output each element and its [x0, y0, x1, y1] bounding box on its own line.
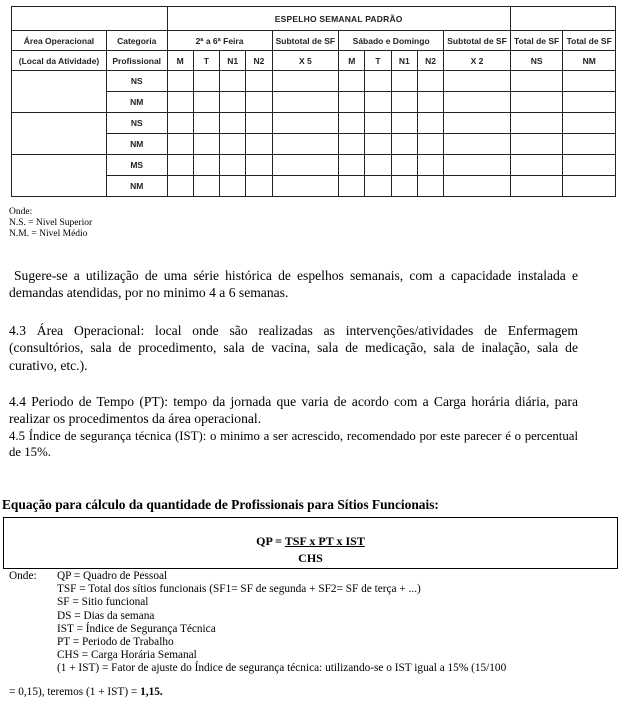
- col-category-subheader: Profissional: [106, 51, 167, 71]
- definition-item: PT = Periodo de Trabalho: [57, 636, 174, 649]
- area-cell: [12, 71, 107, 113]
- equation-box: [3, 517, 618, 569]
- definition-item: SF = Sitio funcional: [57, 596, 149, 609]
- definition-item: QP = Quadro de Pessoal: [57, 570, 168, 582]
- definition-continuation: = 0,15), teremos (1 + IST) =: [9, 686, 141, 698]
- col-total-ns: Total de SF: [510, 31, 563, 51]
- shift-n1: N1: [391, 51, 417, 71]
- paragraph-operational-area: 4.3 Área Operacional: local onde são realizadas as intervenções/atividades de Enfermagem (consultórios, sala de procedimento, sala de vacina, sala de medicação, sala de inalação, sala de curativo, etc.).: [9, 323, 578, 373]
- category-cell: NS: [106, 113, 167, 134]
- col-subtotal-weekend: Subtotal de SF: [444, 31, 511, 51]
- table-legend: [9, 207, 92, 241]
- paragraph-historical-series: Sugere-se a utilização de uma série histórica de espelhos semanais, com a capacidade instalada e demandas atendidas, por no minimo 4 a 6 semanas.: [9, 268, 578, 301]
- shift-m: M: [339, 51, 365, 71]
- paragraph-safety-index: 4.5 Índice de segurança técnica (IST): o minimo a ser acrescido, recomendado por este parecer é o percentual de 15%.: [9, 429, 578, 460]
- definition-item: (1 + IST) = Fator de ajuste do Índice de segurança técnica: utilizando-se o IST igual a 15% (15/100: [57, 662, 507, 675]
- table-title: ESPELHO SEMANAL PADRÃO: [167, 7, 510, 31]
- paragraph-time-period: 4.4 Periodo de Tempo (PT): tempo da jornada que varia de acordo com a Carga horária diária, para realizar os procedimentos da área operacional.: [9, 394, 578, 427]
- area-cell: [12, 155, 107, 197]
- shift-n1: N1: [220, 51, 246, 71]
- definitions-last-line: [9, 686, 163, 698]
- total-ns-sub: NS: [510, 51, 563, 71]
- col-area-header: Área Operacional: [12, 31, 107, 51]
- col-area-subheader: (Local da Atividade): [12, 51, 107, 71]
- shift-t: T: [365, 51, 391, 71]
- area-cell: [12, 113, 107, 155]
- shift-t: T: [193, 51, 219, 71]
- equation-numerator: TSF x PT x IST: [284, 534, 365, 548]
- legend-onde: Onde:: [9, 207, 33, 217]
- total-nm-sub: NM: [563, 51, 616, 71]
- definitions-onde: Onde:: [9, 570, 37, 582]
- definition-item: CHS = Carga Horária Semanal: [57, 649, 197, 662]
- weekly-mirror-table: [11, 6, 616, 197]
- subtotal-weekend-multiplier: X 2: [444, 51, 511, 71]
- category-cell: NS: [106, 71, 167, 92]
- definitions-list: [57, 570, 506, 676]
- category-cell: NM: [106, 134, 167, 155]
- col-subtotal-weekday: Subtotal de SF: [272, 31, 339, 51]
- equation-numerator-line: [4, 534, 617, 549]
- group-weekend-header: Sábado e Domingo: [339, 31, 444, 51]
- equation-denominator: CHS: [298, 551, 323, 565]
- definition-item: IST = Índice de Segurança Técnica: [57, 622, 216, 635]
- subtotal-weekday-multiplier: X 5: [272, 51, 339, 71]
- category-cell: NM: [106, 176, 167, 197]
- col-total-nm: Total de SF: [563, 31, 616, 51]
- shift-n2: N2: [417, 51, 443, 71]
- adjustment-factor-value: 1,15.: [140, 686, 163, 698]
- definition-item: DS = Dias da semana: [57, 609, 155, 622]
- equation-heading: Equação para cálculo da quantidade de Profissionais para Sítios Funcionais:: [2, 497, 439, 512]
- category-cell: NM: [106, 92, 167, 113]
- legend-nm: N.M. = Nivel Médio: [9, 229, 88, 240]
- col-category-header: Categoria: [106, 31, 167, 51]
- definition-item: TSF = Total dos sítios funcionais (SF1= SF de segunda + SF2= SF de terça + ...): [57, 583, 421, 596]
- category-cell: MS: [106, 155, 167, 176]
- group-weekday-header: 2ª a 6ª Feira: [167, 31, 272, 51]
- legend-ns: N.S. = Nivel Superior: [9, 218, 93, 229]
- shift-n2: N2: [246, 51, 272, 71]
- equation-lhs: QP =: [256, 534, 285, 548]
- shift-m: M: [167, 51, 193, 71]
